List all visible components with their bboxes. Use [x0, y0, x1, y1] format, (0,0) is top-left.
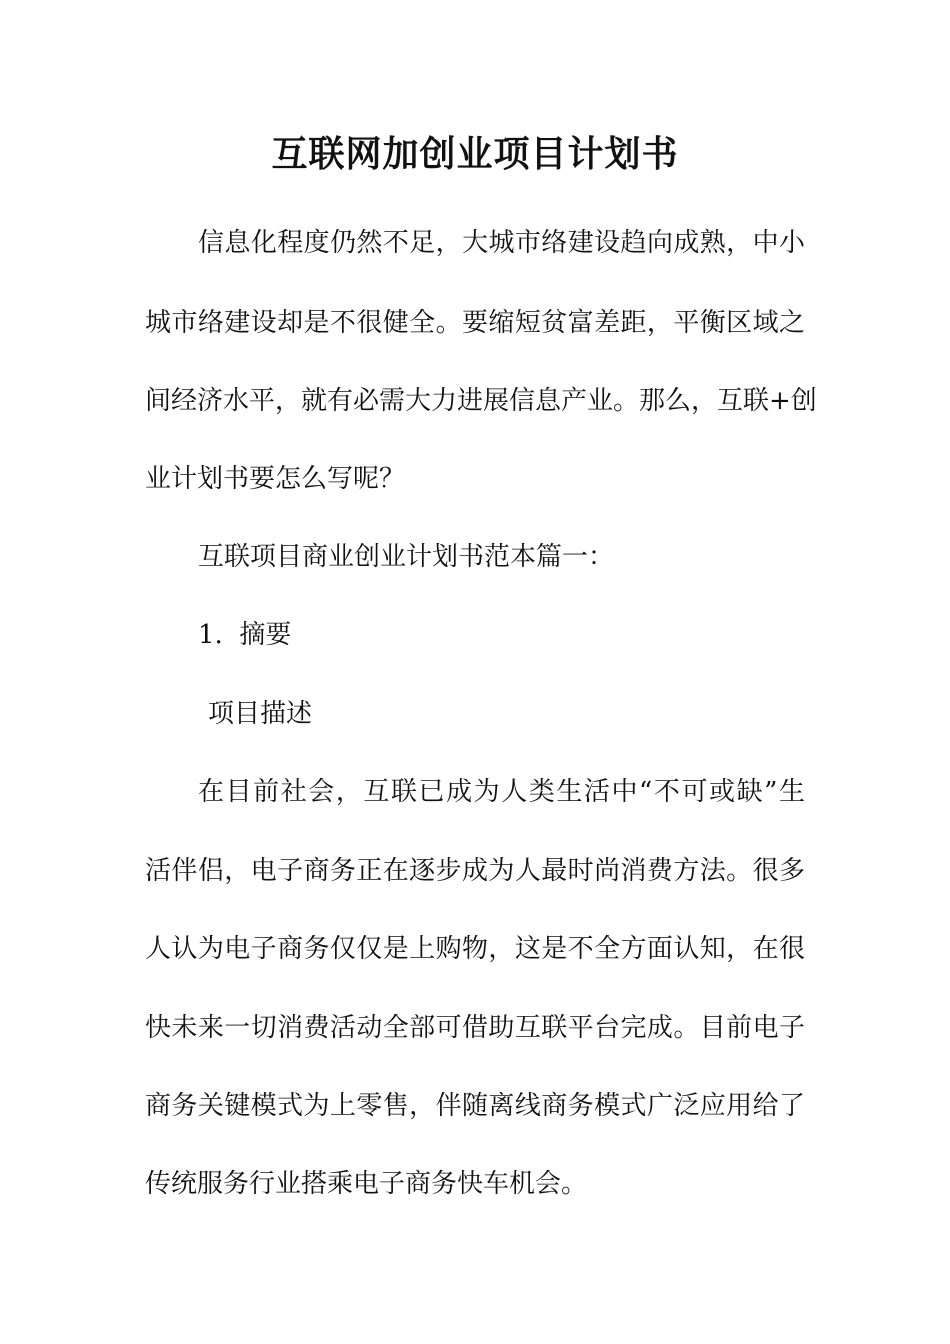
paragraph-2-line-4: 快未来一切消费活动全部可借助互联平台完成。目前电子 [145, 1013, 805, 1043]
document-title: 互联网加创业项目计划书 [271, 133, 679, 175]
sub-heading: 项目描述 [208, 699, 313, 729]
section-heading: 互联项目商业创业计划书范本篇一： [198, 542, 615, 572]
paragraph-2-line-2: 活伴侣，电子商务正在逐步成为人最时尚消费方法。很多 [145, 856, 805, 886]
paragraph-1-line-1: 信息化程度仍然不足，大城市络建设趋向成熟，中小 [198, 228, 805, 258]
paragraph-1-line-4: 业计划书要怎么写呢？ [145, 464, 406, 494]
paragraph-1-line-3: 间经济水平，就有必需大力进展信息产业。那么，互联+创 [145, 386, 817, 416]
paragraph-2-line-1: 在目前社会，互联已成为人类生活中“不可或缺”生 [198, 777, 805, 807]
numbered-heading: 1. 摘要 [198, 620, 292, 650]
paragraph-2-line-5: 商务关键模式为上零售，伴随离线商务模式广泛应用给了 [145, 1091, 805, 1121]
paragraph-1-line-2: 城市络建设却是不很健全。要缩短贫富差距，平衡区域之 [145, 308, 805, 338]
paragraph-2-line-6: 传统服务行业搭乘电子商务快车机会。 [145, 1169, 588, 1199]
paragraph-2-line-3: 人认为电子商务仅仅是上购物，这是不全方面认知，在很 [145, 934, 805, 964]
